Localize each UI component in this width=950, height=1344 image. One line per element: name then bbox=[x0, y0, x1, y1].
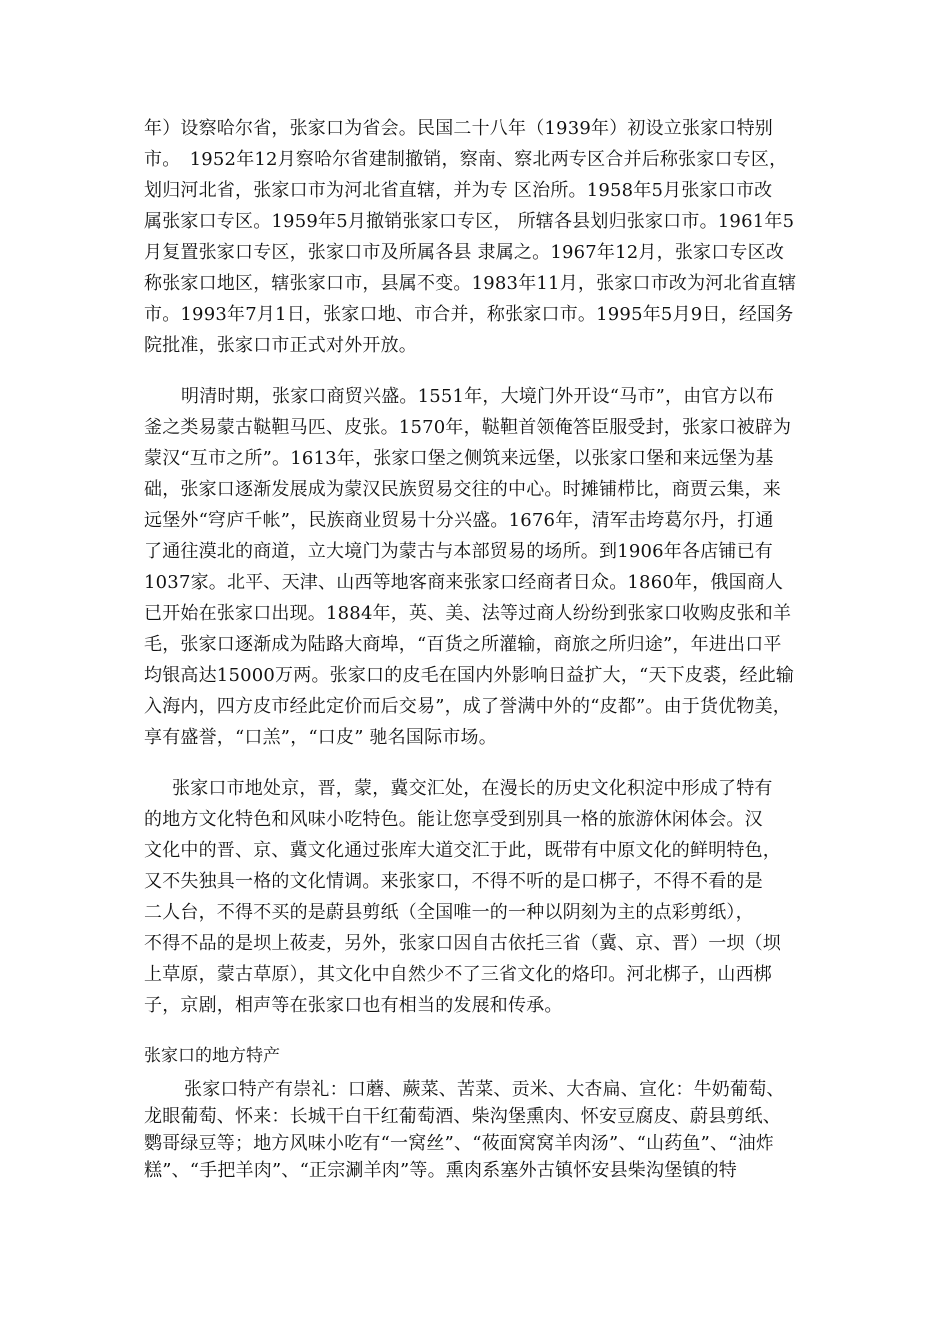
paragraph-culture bbox=[144, 773, 814, 1021]
text-line: 釜之类易蒙古鞑靼马匹、皮张。1570年，鞑靼首领俺答臣服受封，张家口被辟为 bbox=[144, 417, 792, 438]
text-line: 均银高达15000万两。张家口的皮毛在国内外影响日益扩大，“天下皮裘，经此输 bbox=[144, 665, 795, 686]
text-line: 龙眼葡萄、怀来：长城干白干红葡萄酒、柴沟堡熏肉、怀安豆腐皮、蔚县剪纸、 bbox=[144, 1106, 781, 1127]
text-line: 蒙汉“互市之所”。1613年，张家口堡之侧筑来远堡，以张家口堡和来远堡为基 bbox=[144, 448, 774, 469]
document-page bbox=[144, 113, 814, 1184]
text-line: 已开始在张家口出现。1884年，英、美、法等过商人纷纷到张家口收购皮张和羊 bbox=[144, 603, 792, 624]
text-line: 入海内，四方皮市经此定价而后交易”，成了誉满中外的“皮都”。由于货优物美， bbox=[144, 696, 792, 717]
text-line: 属张家口专区。1959年5月撤销张家口专区， 所辖各县划归张家口市。1961年5 bbox=[144, 211, 795, 232]
text-line: 础，张家口逐渐发展成为蒙汉民族贸易交往的中心。时摊铺栉比，商贾云集，来 bbox=[144, 479, 781, 500]
text-line: 上草原，蒙古草原），其文化中自然少不了三省文化的烙印。河北梆子，山西梆 bbox=[144, 964, 772, 985]
paragraph-trade bbox=[144, 381, 814, 753]
text-line: 张家口市地处京，晋，蒙，冀交汇处，在漫长的历史文化积淀中形成了特有 bbox=[172, 778, 773, 799]
text-line: 年）设察哈尔省，张家口为省会。民国二十八年（1939年）初设立张家口特别 bbox=[144, 118, 774, 139]
text-line: 院批准，张家口市正式对外开放。 bbox=[144, 335, 417, 356]
text-line: 不得不品的是坝上莜麦，另外，张家口因自古依托三省（冀、京、晋）一坝（坝 bbox=[144, 933, 781, 954]
section-heading: 张家口的地方特产 bbox=[144, 1046, 280, 1066]
text-line: 1037家。北平、天津、山西等地客商来张家口经商者日众。1860年，俄国商人 bbox=[144, 572, 784, 593]
text-line: 划归河北省，张家口市为河北省直辖，并为专 区治所。1958年5月张家口市改 bbox=[144, 180, 773, 201]
text-line: 子，京剧，相声等在张家口也有相当的发展和传承。 bbox=[144, 995, 563, 1016]
text-line: 市。1993年7月1日，张家口地、市合并，称张家口市。1995年5月9日，经国务 bbox=[144, 304, 794, 325]
text-line: 又不失独具一格的文化情调。来张家口，不得不听的是口梆子，不得不看的是 bbox=[144, 871, 763, 892]
text-line: 文化中的晋、京、冀文化通过张库大道交汇于此，既带有中原文化的鲜明特色， bbox=[144, 840, 781, 861]
text-line: 月复置张家口专区，张家口市及所属各县 隶属之。1967年12月，张家口专区改 bbox=[144, 242, 785, 263]
text-line: 了通往漠北的商道，立大境门为蒙古与本部贸易的场所。到1906年各店铺已有 bbox=[144, 541, 774, 562]
text-line: 糕”、“手把羊肉”、“正宗涮羊肉”等。熏肉系塞外古镇怀安县柴沟堡镇的特 bbox=[144, 1160, 738, 1181]
text-line: 明清时期，张家口商贸兴盛。1551年，大境门外开设“马市”，由官方以布 bbox=[181, 386, 775, 407]
paragraph-specialty bbox=[144, 1076, 814, 1184]
text-line: 市。 1952年12月察哈尔省建制撤销，察南、察北两专区合并后称张家口专区， bbox=[144, 149, 788, 170]
text-line: 鹦哥绿豆等；地方风味小吃有“一窝丝”、“莜面窝窝羊肉汤”、“山药鱼”、“油炸 bbox=[144, 1133, 775, 1154]
text-line: 张家口特产有崇礼：口蘑、蕨菜、苦菜、贡米、大杏扁、宣化：牛奶葡萄、 bbox=[184, 1079, 785, 1100]
text-line: 二人台，不得不买的是蔚县剪纸（全国唯一的一种以阴刻为主的点彩剪纸）， bbox=[144, 902, 754, 923]
text-line: 的地方文化特色和风味小吃特色。能让您享受到别具一格的旅游休闲体会。汉 bbox=[144, 809, 763, 830]
text-line: 称张家口地区，辖张家口市，县属不变。1983年11月，张家口市改为河北省直辖 bbox=[144, 273, 797, 294]
text-line: 享有盛誉，“口羔”，“口皮” 驰名国际市场。 bbox=[144, 727, 497, 748]
text-line: 远堡外“穹庐千帐”，民族商业贸易十分兴盛。1676年，清军击垮葛尔丹，打通 bbox=[144, 510, 774, 531]
paragraph-history bbox=[144, 113, 814, 361]
text-line: 毛，张家口逐渐成为陆路大商埠，“百货之所灌输，商旅之所归途”，年进出口平 bbox=[144, 634, 782, 655]
